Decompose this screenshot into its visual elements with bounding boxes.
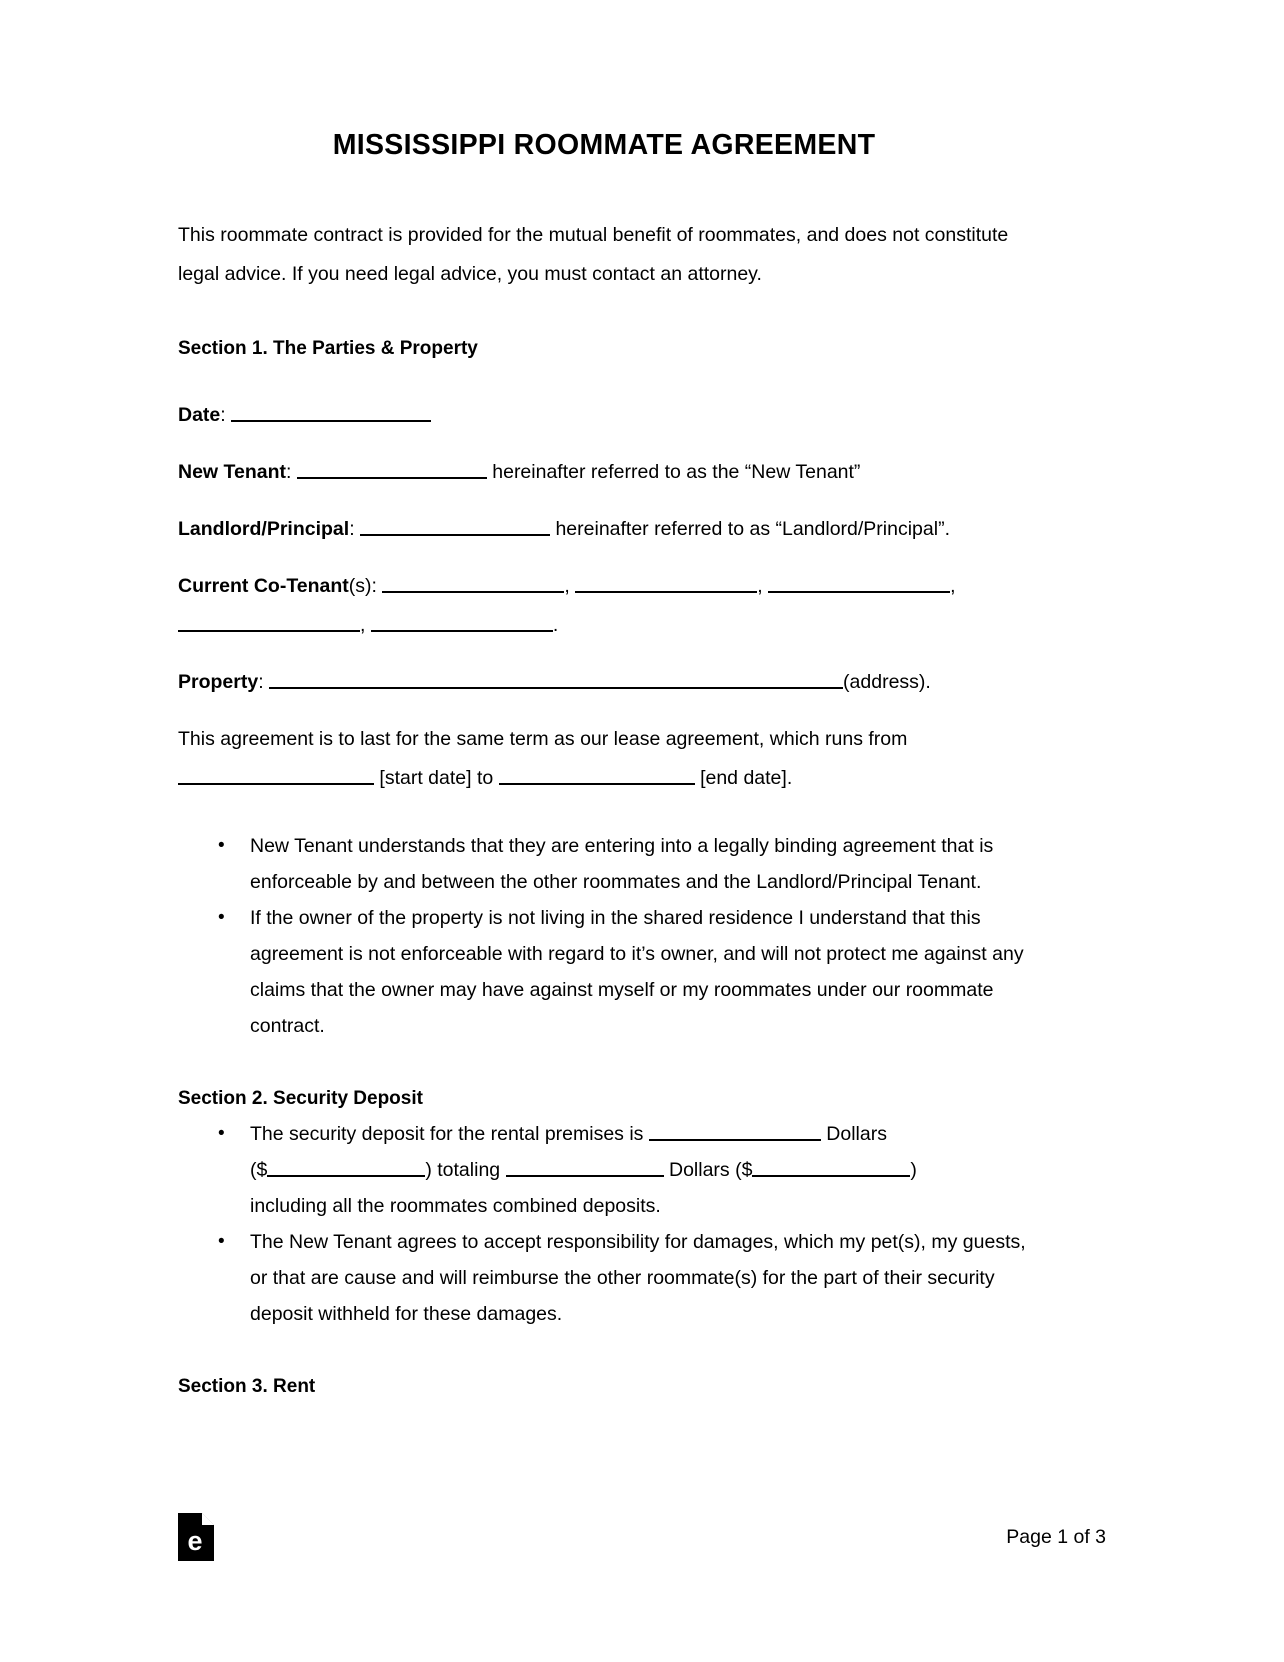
lease-term-paragraph	[178, 720, 1023, 798]
co-tenant-blank-1[interactable]	[382, 574, 564, 593]
landlord-label: Landlord/Principal	[178, 518, 350, 541]
date-colon: :	[220, 404, 226, 427]
date-field-line	[178, 396, 1030, 435]
co-tenant-blank-5[interactable]	[371, 613, 553, 632]
spacer	[178, 492, 1030, 510]
property-field-line	[178, 663, 1030, 702]
spacer	[178, 1332, 1030, 1370]
date-label: Date	[178, 404, 221, 427]
eforms-logo-icon	[178, 1513, 214, 1561]
list-item: • The New Tenant agrees to accept responsibility for damages, which my pet(s), my guests, or that are cause and will reimburse the other roommate(s) for the part of their security deposit withheld for these damages.	[178, 1224, 1030, 1332]
lease-term-text: This agreement is to last for the same term as our lease agreement, which runs from	[178, 728, 908, 751]
co-tenant-blank-2[interactable]	[575, 574, 757, 593]
section-2-heading: Section 2. Security Deposit	[178, 1088, 423, 1110]
deposit-text-6: )	[910, 1159, 917, 1182]
new-tenant-label: New Tenant	[178, 461, 286, 484]
co-tenant-label: Current Co-Tenant	[178, 575, 349, 598]
co-tenant-sep-2: ,	[757, 575, 763, 598]
section-2-bullet-list	[178, 1116, 1030, 1332]
deposit-amount-numeric-blank[interactable]	[267, 1158, 425, 1177]
intro-paragraph: This roommate contract is provided for the mutual benefit of roommates, and does not constitute legal advice. If you need legal advice, you must contact an attorney.	[178, 224, 1009, 286]
end-date-label: [end date].	[700, 767, 793, 790]
new-tenant-colon: :	[285, 461, 292, 484]
total-amount-words-blank[interactable]	[506, 1158, 664, 1177]
spacer	[178, 1044, 1030, 1082]
landlord-blank[interactable]	[360, 517, 550, 536]
section-3-heading: Section 3. Rent	[178, 1376, 316, 1398]
landlord-suffix-text: hereinafter referred to as “Landlord/Principal”.	[555, 518, 950, 541]
spacer	[178, 549, 1030, 567]
property-blank[interactable]	[269, 670, 843, 689]
deposit-text-1: The security deposit for the rental premises is	[250, 1123, 644, 1146]
spacer	[178, 435, 1030, 453]
page-footer	[178, 1513, 1106, 1583]
list-item: • If the owner of the property is not living in the shared residence I understand that this agreement is not enforceable with regard to it’s owner, and will not protect me against any claims that the owner may have against myself or my roommates under our roommate contract.	[178, 900, 1030, 1044]
deposit-amount-words-blank[interactable]	[649, 1122, 821, 1141]
co-tenant-field-line	[178, 567, 1030, 645]
list-item: • New Tenant understands that they are entering into a legally binding agreement that is enforceable by and between the other roommates and the Landlord/Principal Tenant.	[178, 828, 1030, 900]
section-1-heading: Section 1. The Parties & Property	[178, 338, 478, 360]
page-number: Page 1 of 3	[1006, 1526, 1106, 1548]
section-1-bullet-list	[178, 828, 1030, 1044]
deposit-text-4: ) totaling	[425, 1159, 501, 1182]
co-tenant-end: .	[552, 614, 559, 637]
co-tenant-sep-1: ,	[564, 575, 570, 598]
eforms-logo-letter: e	[187, 1526, 203, 1556]
deposit-text-5: Dollars ($	[668, 1159, 753, 1182]
landlord-field-line	[178, 510, 1030, 549]
start-date-label: [start date] to	[379, 767, 494, 790]
spacer	[178, 294, 1030, 332]
start-date-blank[interactable]	[178, 766, 374, 785]
deposit-text-3: ($	[250, 1159, 268, 1182]
co-tenant-suffix: (s):	[348, 575, 377, 598]
list-item-deposit-amount	[178, 1116, 1030, 1224]
new-tenant-blank[interactable]	[297, 460, 487, 479]
co-tenant-sep-4: ,	[360, 614, 366, 637]
spacer	[178, 366, 1030, 396]
end-date-blank[interactable]	[499, 766, 695, 785]
property-suffix-text: (address).	[843, 671, 931, 694]
spacer	[178, 798, 1030, 828]
property-label: Property	[178, 671, 259, 694]
new-tenant-suffix-text: hereinafter referred to as the “New Tenant”	[492, 461, 861, 484]
deposit-text-7: including all the roommates combined deposits.	[250, 1195, 661, 1218]
new-tenant-field-line	[178, 453, 1030, 492]
page-title: MISSISSIPPI ROOMMATE AGREEMENT	[332, 129, 876, 161]
co-tenant-blank-4[interactable]	[178, 613, 360, 632]
date-blank[interactable]	[231, 403, 431, 422]
co-tenant-blank-3[interactable]	[768, 574, 950, 593]
property-colon: :	[258, 671, 264, 694]
document-content	[178, 0, 1030, 1404]
spacer	[178, 702, 1030, 720]
co-tenant-sep-3: ,	[950, 575, 956, 598]
total-amount-numeric-blank[interactable]	[752, 1158, 910, 1177]
deposit-text-2: Dollars	[826, 1123, 887, 1146]
landlord-colon: :	[349, 518, 355, 541]
spacer	[178, 645, 1030, 663]
